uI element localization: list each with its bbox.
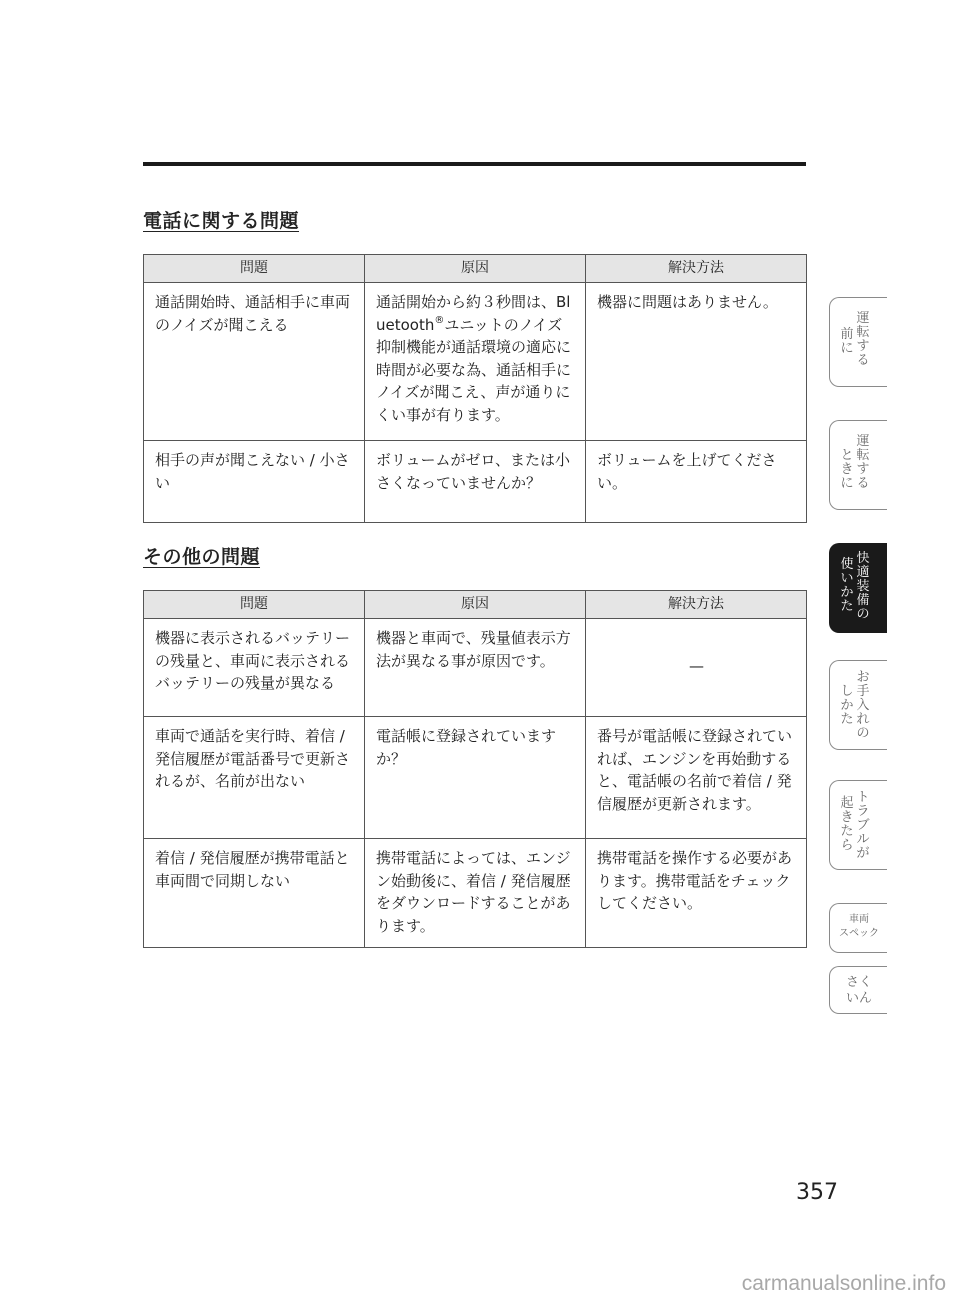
cause-text-end: ユニットのノイズ抑制機能が通話環境の適応に時間が必要な為、通話相手にノイズが聞こえ、声が通りにくい事が有ります。 [376,315,572,424]
table-header-row [144,591,807,619]
tab-label-line1: さく [845,975,872,990]
table-row [144,839,807,948]
cause-cell: 機器と車両で、残量値表示方法が異なる事が原因です。 [365,619,586,717]
problem-cell: 相手の声が聞こえない / 小さい [144,441,365,523]
tab-label-right: 運転する [856,434,870,491]
cause-cell [365,283,586,441]
solution-cell: ボリュームを上げてください。 [586,441,807,523]
tab-label-line2: いん [845,991,872,1006]
page-number: 357 [796,1180,838,1205]
solution-cell: 番号が電話帳に登録されていれば、エンジンを再始動すると、電話帳の名前で着信 / 発信履歴が更新されます。 [586,717,807,839]
solution-cell: 機器に問題はありません。 [586,283,807,441]
side-tab-index[interactable] [829,966,887,1014]
tab-label-left: 起きたら [840,796,854,853]
tab-label-left: ときに [840,448,854,491]
other-problems-table [143,590,807,948]
registered-mark: ® [434,314,445,326]
tab-label-left: 前に [840,327,854,356]
side-tab-before-driving[interactable] [829,297,887,387]
cause-cell: 電話帳に登録されていますか？ [365,717,586,839]
section-title-phone: 電話に関する問題 [143,210,300,232]
table-row [144,619,807,717]
tab-label-line1: 車両 [849,914,869,925]
tab-label-left: しかた [840,684,854,727]
table-row [144,441,807,523]
problem-cell: 通話開始時、通話相手に車両のノイズが聞こえる [144,283,365,441]
solution-cell: 携帯電話を操作する必要があります。携帯電話をチェックしてください。 [586,839,807,948]
top-rule [143,162,806,166]
side-tab-troubleshooting[interactable] [829,780,887,870]
table-header-row [144,255,807,283]
problem-cell: 機器に表示されるバッテリーの残量と、車両に表示されるバッテリーの残量が異なる [144,619,365,717]
tab-label-right: お手入れの [856,670,870,741]
watermark: carmanualsonline.info [741,1272,946,1295]
tab-label-right: トラブルが [856,790,870,861]
tab-label-right: 快適装備の [856,551,870,622]
header-problem: 問題 [144,591,365,619]
cause-cell: ボリュームがゼロ、または小さくなっていませんか？ [365,441,586,523]
solution-cell: — [586,619,807,717]
tab-label-line2: スペック [839,928,879,939]
cause-text-start: 通話開始から約３秒間は、Bluetooth [376,293,571,334]
tab-label-right: 運転する [856,311,870,368]
header-solution: 解決方法 [586,255,807,283]
side-tab-comfort-equipment[interactable] [829,543,887,633]
tab-label-left: 使いかた [840,557,854,614]
header-cause: 原因 [365,591,586,619]
problem-cell: 着信 / 発信履歴が携帯電話と車両間で同期しない [144,839,365,948]
header-problem: 問題 [144,255,365,283]
header-solution: 解決方法 [586,591,807,619]
side-tab-when-driving[interactable] [829,420,887,510]
phone-problems-table [143,254,807,523]
side-tab-vehicle-specs[interactable] [829,903,887,953]
side-tab-maintenance[interactable] [829,660,887,750]
header-cause: 原因 [365,255,586,283]
problem-cell: 車両で通話を実行時、着信 / 発信履歴が電話番号で更新されるが、名前が出ない [144,717,365,839]
section-title-other: その他の問題 [143,546,261,568]
table-row [144,717,807,839]
cause-cell: 携帯電話によっては、エンジン始動後に、着信 / 発信履歴をダウンロードすることがあります。 [365,839,586,948]
table-row [144,283,807,441]
